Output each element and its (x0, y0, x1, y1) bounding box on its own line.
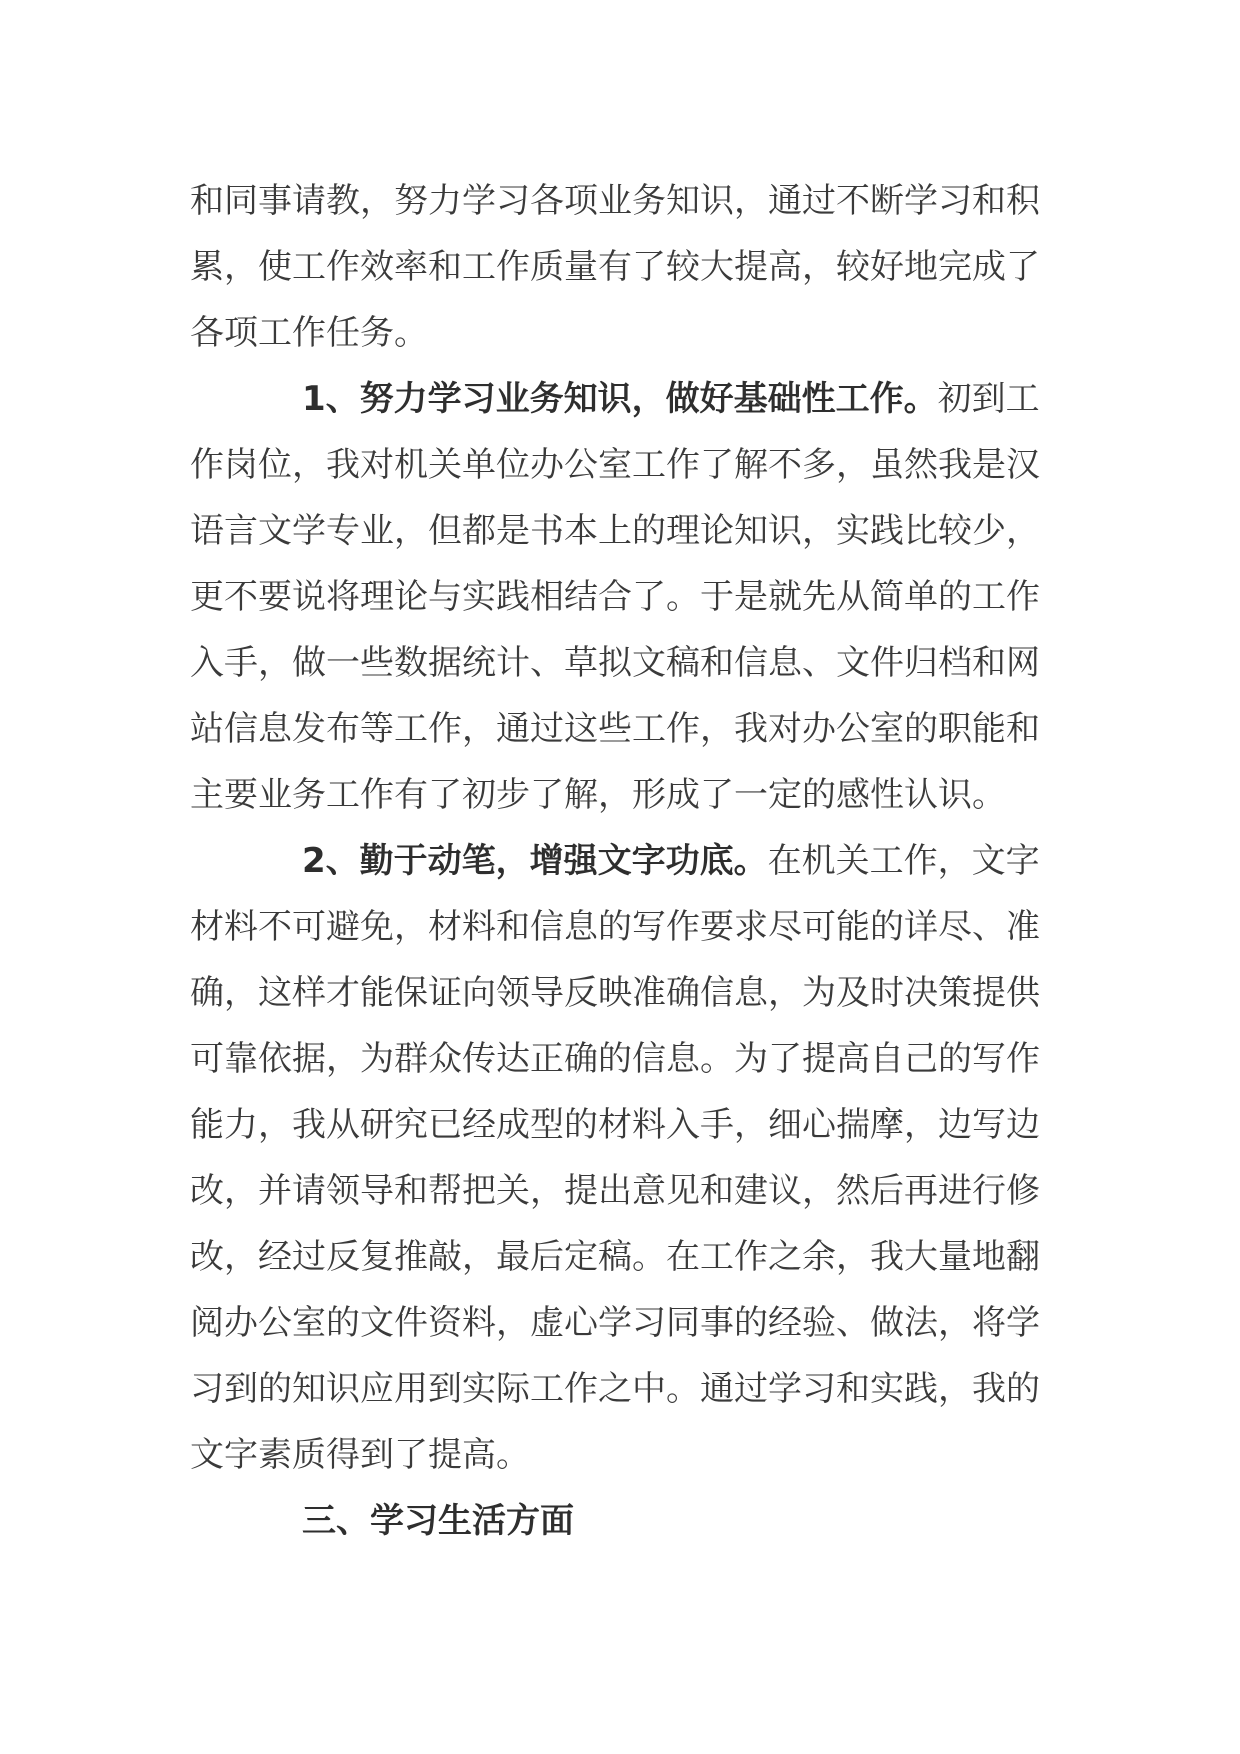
document-body (190, 168, 1040, 1554)
text-line: 习到的知识应用到实际工作之中。通过学习和实践，我的 (190, 1369, 1040, 1409)
text-line: 改，经过反复推敲，最后定稿。在工作之余，我大量地翻 (190, 1237, 1040, 1277)
paragraph-writing-skills (190, 828, 1040, 1488)
paragraph-heading: 2、勤于动笔，增强文字功底。 (302, 841, 768, 881)
text-line: 入手，做一些数据统计、草拟文稿和信息、文件归档和网 (190, 643, 1040, 683)
paragraph-business-knowledge (190, 366, 1040, 828)
text-fragment: 初到工 (937, 379, 1040, 419)
text-line: 语言文学专业，但都是书本上的理论知识，实践比较少， (190, 511, 1040, 551)
text-line: 阅办公室的文件资料，虚心学习同事的经验、做法，将学 (190, 1303, 1040, 1343)
paragraph-continuation (190, 168, 1040, 366)
text-line: 作岗位，我对机关单位办公室工作了解不多，虽然我是汉 (190, 445, 1040, 485)
text-line: 各项工作任务。 (190, 313, 428, 353)
text-line: 累，使工作效率和工作质量有了较大提高，较好地完成了 (190, 247, 1040, 287)
text-line: 改，并请领导和帮把关，提出意见和建议，然后再进行修 (190, 1171, 1040, 1211)
text-line: 和同事请教，努力学习各项业务知识，通过不断学习和积 (190, 181, 1040, 221)
text-line (190, 366, 1040, 432)
text-line: 能力，我从研究已经成型的材料入手，细心揣摩，边写边 (190, 1105, 1040, 1145)
text-line: 更不要说将理论与实践相结合了。于是就先从简单的工作 (190, 577, 1040, 617)
text-line (190, 828, 1040, 894)
text-line: 主要业务工作有了初步了解，形成了一定的感性认识。 (190, 775, 1006, 815)
section-heading: 三、学习生活方面 (302, 1501, 574, 1541)
text-line: 确，这样才能保证向领导反映准确信息，为及时决策提供 (190, 973, 1040, 1013)
text-line: 可靠依据，为群众传达正确的信息。为了提高自己的写作 (190, 1039, 1040, 1079)
paragraph-heading: 1、努力学习业务知识，做好基础性工作。 (302, 379, 938, 419)
text-line: 材料不可避免，材料和信息的写作要求尽可能的详尽、准 (190, 907, 1040, 947)
text-fragment: 在机关工作，文字 (767, 841, 1040, 881)
text-line: 站信息发布等工作，通过这些工作，我对办公室的职能和 (190, 709, 1040, 749)
text-line: 文字素质得到了提高。 (190, 1435, 530, 1475)
